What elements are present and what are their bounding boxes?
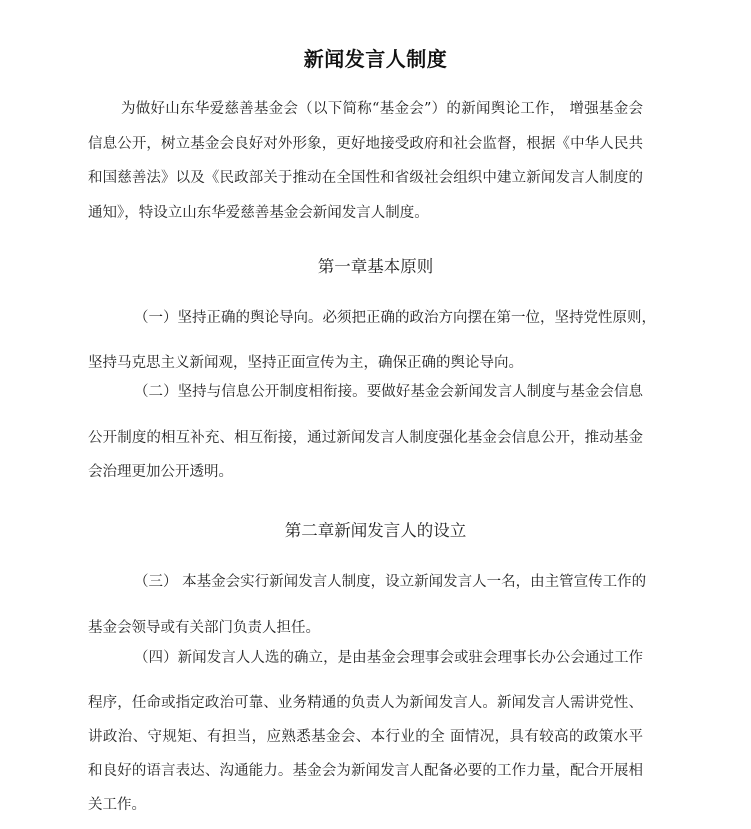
item-4-line-3: 讲政治、守规矩、有担当，应熟悉基金会、本行业的全 面情况，具有较高的政策水平: [88, 729, 643, 745]
item-3-line-2: 基金会领导或有关部门负责人担任。: [88, 620, 320, 636]
chapter-1-heading: 第一章基本原则: [317, 257, 434, 276]
item-1-line-1: （一）坚持正确的舆论导向。必须把正确的政治方向摆在第一位，坚持党性原则，: [134, 310, 656, 326]
item-2-line-2: 公开制度的相互补充、相互衔接，通过新闻发言人制度强化基金会信息公开，推动基金: [88, 430, 643, 446]
item-1-line-2: 坚持马克思主义新闻观，坚持正面宣传为主，确保正确的舆论导向。: [88, 355, 523, 371]
item-4-line-1: （四）新闻发言人人选的确立，是由基金会理事会或驻会理事长办公会通过工作: [134, 650, 643, 666]
item-4-line-5: 关工作。: [88, 797, 146, 813]
item-3-line-1: （三） 本基金会实行新闻发言人制度，设立新闻发言人一名，由主管宣传工作的: [134, 574, 647, 590]
item-2-line-3: 会治理更加公开透明。: [88, 464, 233, 480]
chapter-2-heading: 第二章新闻发言人的设立: [284, 521, 467, 540]
item-2-line-1: （二）坚持与信息公开制度相衔接。要做好基金会新闻发言人制度与基金会信息: [134, 384, 643, 400]
item-4-line-2: 程序，任命或指定政治可靠、业务精通的负责人为新闻发言人。新闻发言人需讲党性、: [88, 695, 643, 711]
document-title: 新闻发言人制度: [303, 47, 448, 71]
intro-paragraph: 为做好山东华爱慈善基金会（以下简称“基金会”）的新闻舆论工作， 增强基金会信息公开，树立基金会良好对外形象，更好地接受政府和社会监督，根据《中华人民共和国慈善法》以及《民政部关于推动在全国性和省级社会组织中建立新闻发言人制度的通知》，特设立山东华爱慈善基金会新闻发言人制度。: [88, 101, 643, 221]
item-4-line-4: 和良好的语言表达、沟通能力。基金会为新闻发言人配备必要的工作力量，配合开展相: [88, 763, 643, 779]
